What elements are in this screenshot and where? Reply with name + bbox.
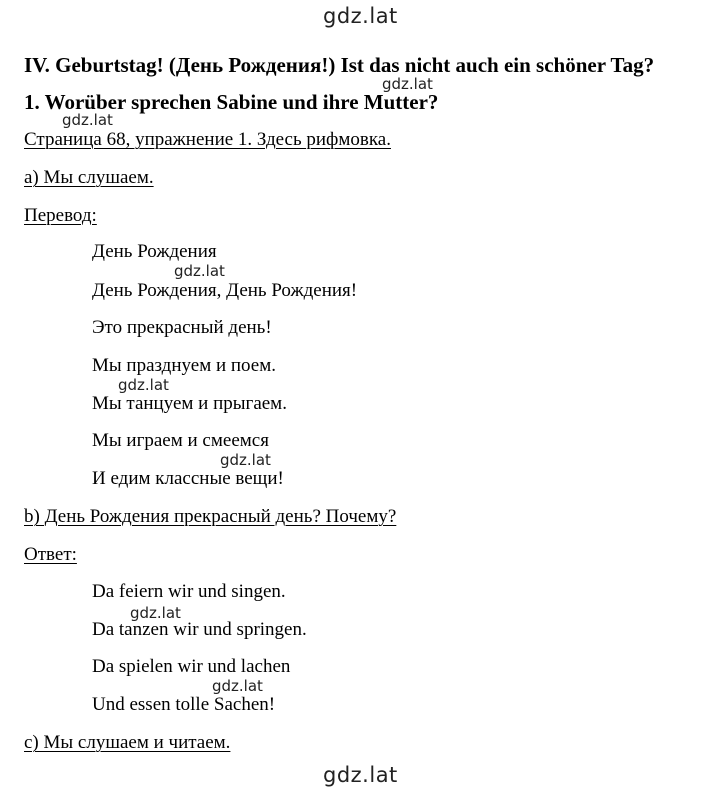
exercise-title: 1. Worüber sprechen Sabine und ihre Mutter? bbox=[24, 90, 439, 114]
poem-line: Da tanzen wir und springen. bbox=[92, 619, 307, 640]
watermark-inline: gdz.lat bbox=[62, 111, 113, 129]
watermark-inline: gdz.lat bbox=[118, 376, 169, 394]
part-c-label: с) Мы слушаем и читаем. bbox=[24, 732, 231, 753]
page-reference: Страница 68, упражнение 1. Здесь рифмовка. bbox=[24, 129, 391, 150]
poem-line: Da spielen wir und lachen bbox=[92, 656, 291, 677]
poem-line: Мы празднуем и поем. bbox=[92, 355, 276, 376]
watermark-inline: gdz.lat bbox=[382, 75, 433, 93]
poem-line: И едим классные вещи! bbox=[92, 468, 284, 489]
part-b-label: b) День Рождения прекрасный день? Почему? bbox=[24, 506, 397, 527]
watermark-header: gdz.lat bbox=[323, 4, 398, 28]
part-a-label: а) Мы слушаем. bbox=[24, 167, 154, 188]
watermark-inline: gdz.lat bbox=[174, 262, 225, 280]
poem-line: Мы играем и смеемся bbox=[92, 430, 269, 451]
poem-line: Und essen tolle Sachen! bbox=[92, 694, 276, 715]
poem-line: Da feiern wir und singen. bbox=[92, 581, 286, 602]
translation-label: Перевод: bbox=[24, 205, 97, 226]
watermark-inline: gdz.lat bbox=[130, 604, 181, 622]
watermark-inline: gdz.lat bbox=[220, 451, 271, 469]
watermark-footer: gdz.lat bbox=[323, 763, 398, 787]
watermark-inline: gdz.lat bbox=[212, 677, 263, 695]
poem-line: День Рождения, День Рождения! bbox=[92, 280, 358, 301]
answer-label: Ответ: bbox=[24, 544, 77, 565]
poem-line: Мы танцуем и прыгаем. bbox=[92, 393, 287, 414]
poem-line: Это прекрасный день! bbox=[92, 317, 272, 338]
section-title: IV. Geburtstag! (День Рождения!) Ist das nicht auch ein schöner Tag? bbox=[24, 53, 655, 77]
poem-line: День Рождения bbox=[92, 241, 217, 262]
